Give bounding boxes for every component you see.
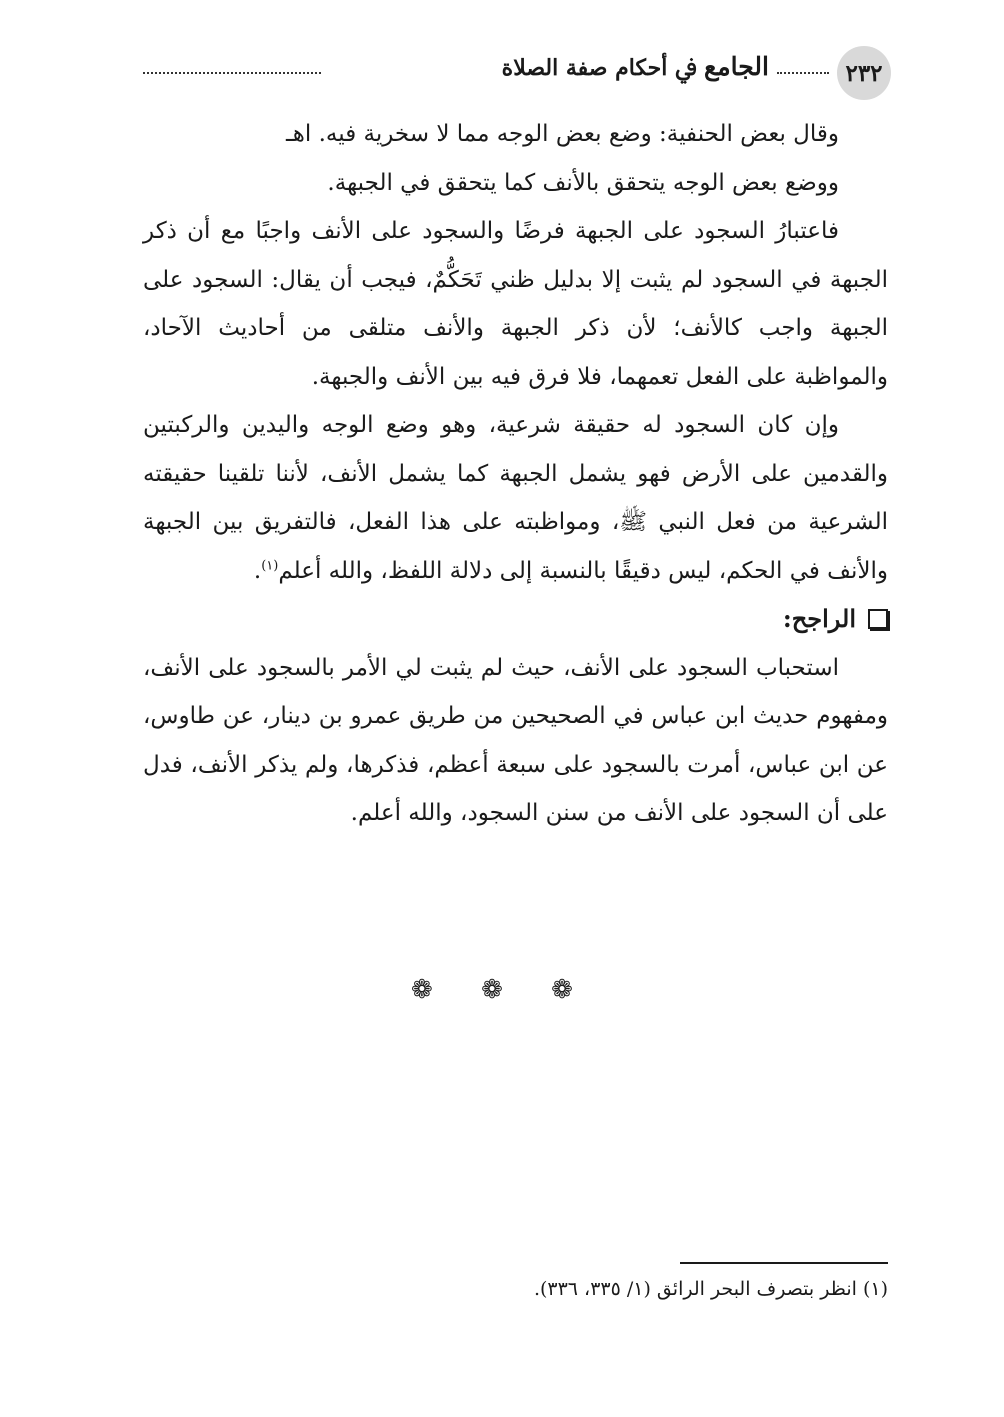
paragraph-2: ووضع بعض الوجه يتحقق بالأنف كما يتحقق في الجبهة. [327,169,839,196]
header-dotted-rule-left [143,72,321,74]
footnote-text: انظر بتصرف البحر الرائق (١/ ٣٣٥، ٣٣٦). [533,1278,857,1300]
page-number-badge [837,46,891,100]
main-text [143,110,888,838]
paragraph-1: وقال بعض الحنفية: وضع بعض الوجه مما لا سخرية فيه. اهـ [286,121,839,147]
footnote-reference[interactable]: (١) [261,557,279,573]
page-number: ٢٣٢ [845,59,883,87]
paragraph-3: فاعتبارُ السجود على الجبهة فرضًا والسجود على الأنف واجبًا مع أن ذكر الجبهة في السجود لم يثبت إلا بدليل ظني تَحَكُّمٌ، فيجب أن يقال: السجود على الجبهة واجب كالأنف؛ لأن ذكر الجبهة والأنف متلقى من أحاديث الآحاد، والمواظبة على الفعل تعمهما، فلا فرق فيه بين الأنف والجبهة. [143,218,888,390]
page-header [143,46,891,98]
footnote-separator [680,1262,888,1264]
header-dotted-rule-right [777,72,829,74]
square-bullet-icon [868,609,888,629]
section-heading [143,595,888,644]
running-title [502,52,769,81]
paragraph-4-end: . [253,557,262,584]
running-title-rest: ﰲ أحكام صفة الصلاة [501,55,697,81]
running-title-main: الجامع [703,52,769,81]
footnote-marker: (١) [862,1278,888,1300]
paragraph-4-text: وإن كان السجود له حقيقة شرعية، وهو وضع الوجه واليدين والركبتين والقدمين على الأرض فهو يشمل الجبهة كما يشمل الأنف، لأننا تلقينا حقيقته الشرعية من فعل النبي ﷺ، ومواظبته على هذا الفعل، فالتفريق بين الجبهة والأنف في الحكم، ليس دقيقًا بالنسبة إلى دلالة اللفظ، والله أعلم [143,412,889,584]
paragraph-4 [143,401,888,595]
paragraph-5: استحباب السجود على الأنف، حيث لم يثبت لي الأمر بالسجود على الأنف، ومفهوم حديث ابن عباس في الصحيحين من طريق عمرو بن دينار، عن طاوس، عن ابن عباس، أمرت بالسجود على سبعة أعظم، فذكرها، ولم يذكر الأنف، فدل على أن السجود على الأنف من سنن السجود، والله أعلم. [143,654,888,826]
section-heading-label: الراجح: [782,604,856,633]
section-ornament: ❁ ❁ ❁ [411,975,593,1005]
footnote [534,1278,888,1300]
